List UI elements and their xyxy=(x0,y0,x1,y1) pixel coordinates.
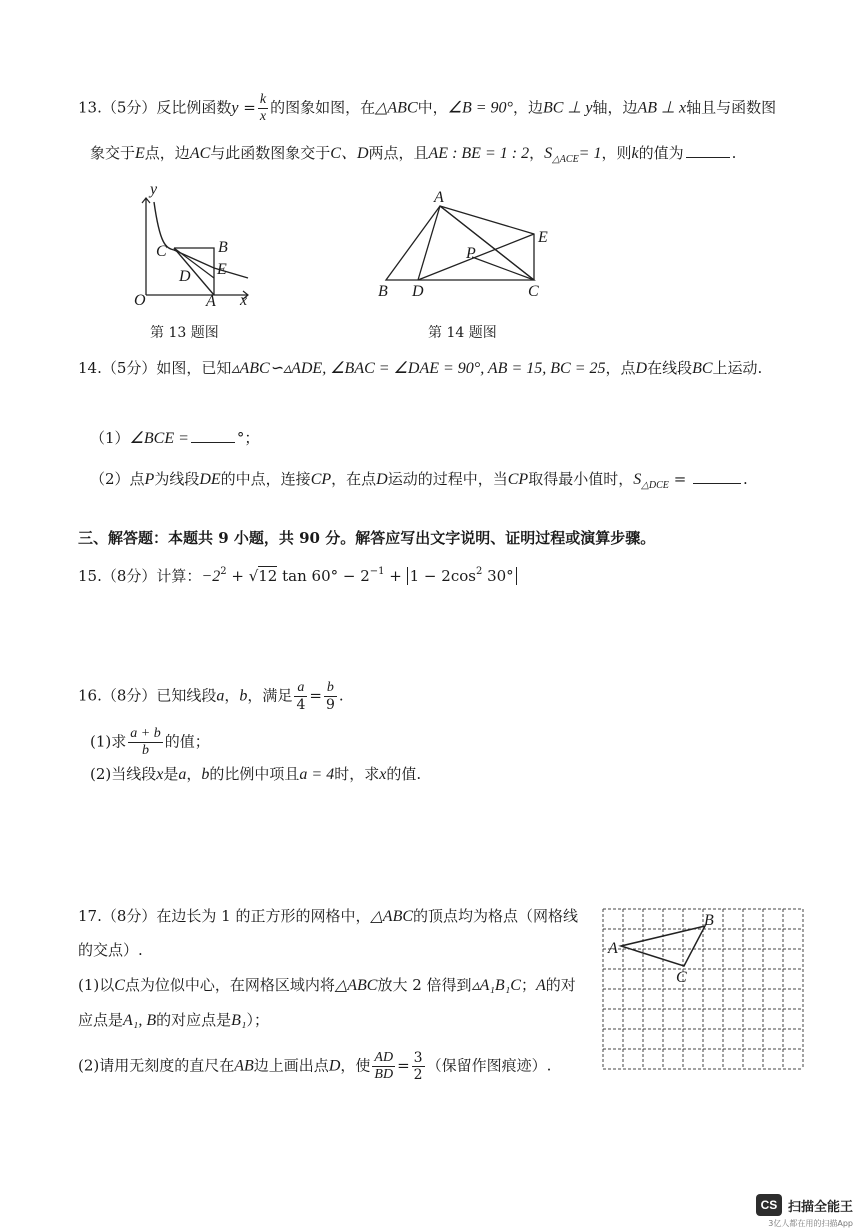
q16-part1: (1)求 $\frac{a + b}{b}$ 的值； xyxy=(90,726,210,758)
q14-part1-blank xyxy=(191,428,235,443)
scanner-watermark xyxy=(756,1194,853,1228)
q17-line2: 的交点）. xyxy=(78,941,143,959)
q17-line1: 17.（8分）在边长为 1 的正方形的网格中，△ABC的顶点均为格点（网格线 xyxy=(78,907,579,925)
watermark-tagline: 3亿人都在用的扫描App xyxy=(768,1219,853,1228)
q14-part2-blank xyxy=(693,469,741,484)
label-e: E xyxy=(217,261,227,278)
q14-line1: 14.（5分）如图，已知▵ABC∽▵ADE, ∠BAC = ∠DAE = 90°, AB = 15, BC = 25，点D在线段BC上运动. xyxy=(78,359,763,377)
grid-figure-17 xyxy=(600,906,808,1072)
label-b: B xyxy=(218,239,228,256)
q17-part1-line1: (1)以C点为位似中心，在网格区域内将△ABC放大 2 倍得到▵A₁B₁C；A的对 xyxy=(78,976,576,994)
section-3-heading: 三、解答题：本题共 9 小题，共 90 分。解答应写出文字说明、证明过程或演算步骤。 xyxy=(78,529,656,547)
q13-number: 13.（5分）反比例函数 xyxy=(78,98,232,117)
label-c: C xyxy=(156,243,167,260)
label-e: E xyxy=(538,229,548,246)
label-o: O xyxy=(134,292,146,309)
label-y: y xyxy=(150,181,158,198)
segment-cp xyxy=(472,257,534,280)
segment-ac-inner xyxy=(440,206,534,280)
label-a: A xyxy=(206,293,216,310)
q15-line: 15.（8分）计算：$-2^2 + √12$ $\tan 60^\circ - 2^{-1} + 1 - 2\cos^2$ 30° xyxy=(78,562,517,587)
q17-part1-line2: 应点是A₁, B的对应点是B₁）； xyxy=(78,1011,269,1029)
figure-13-caption: 第 13 题图 xyxy=(150,325,219,341)
q14-part2: （2）点P为线段DE的中点，连接CP，在点D运动的过程中，当CP取得最小值时，$S_{\triangle DCE}$ = . xyxy=(90,470,748,491)
cs-logo-icon: CS xyxy=(756,1194,782,1216)
label-c: C xyxy=(528,283,539,300)
q13-line1: 13.（5分）反比例函数y = $\frac{k}{x}$ 的图象如图，在△ABC中，∠B = 90°，边BC ⊥ y轴，边AB ⊥ x轴且与函数图 xyxy=(78,92,777,124)
figure-13 xyxy=(128,181,258,315)
label-d: D xyxy=(179,268,191,285)
label-d: D xyxy=(412,283,424,300)
sqrt-sign: √ xyxy=(248,567,259,585)
figure-14 xyxy=(372,190,557,305)
q17-part2: (2)请用无刻度的直尺在AB边上画出点D，使 $\frac{AD}{BD}$ = $\frac{3}{2}$ （保留作图痕迹）. xyxy=(78,1050,552,1083)
q14-part1: （1）∠BCE = °； xyxy=(90,429,260,447)
watermark-name: 扫描全能王 xyxy=(787,1199,853,1215)
q16-part2: (2)当线段x是a，b的比例中项且a = 4时，求x的值. xyxy=(90,765,422,783)
label-c: C xyxy=(676,969,687,986)
q13-line2: 象交于E点，边AC与此函数图象交于C、D两点，且AE : BE = 1 : 2，$S_{\triangle ACE}= 1$，则k的值为 . xyxy=(90,144,737,165)
abs-expression: $1 - 2\cos^2$ 30° xyxy=(407,567,517,585)
hyperbola-curve xyxy=(154,202,248,278)
label-a: A xyxy=(434,189,444,206)
label-b: B xyxy=(704,912,714,929)
label-p: P xyxy=(466,245,476,262)
q13-fraction: $\frac{k}{x}$ xyxy=(259,92,267,124)
q16-line1: 16.（8分）已知线段a，b，满足 $\frac{a}{4}$ = $\frac{b}{9}$ . xyxy=(78,680,344,713)
figure-14-caption: 第 14 题图 xyxy=(428,325,497,341)
label-x: x xyxy=(240,292,248,309)
q13-answer-blank xyxy=(686,143,730,158)
segment-ad xyxy=(418,206,440,280)
label-a: A xyxy=(608,940,618,957)
label-b: B xyxy=(378,283,388,300)
